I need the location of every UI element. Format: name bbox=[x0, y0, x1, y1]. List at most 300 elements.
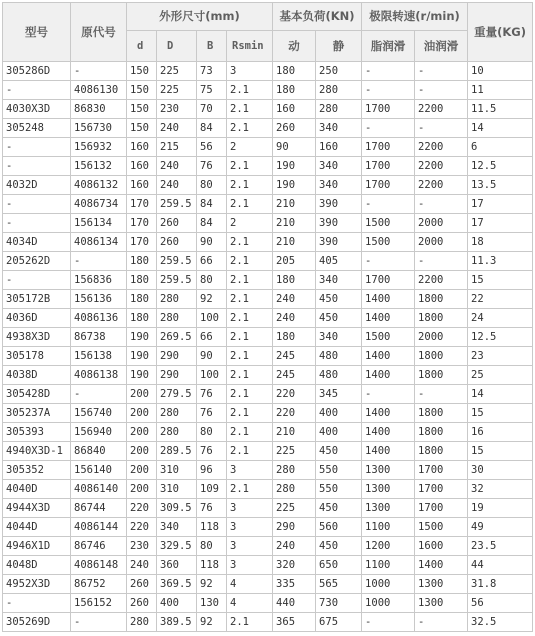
cell-d: 160 bbox=[127, 176, 157, 195]
cell-weight: 6 bbox=[468, 138, 533, 157]
cell-outer-d: 290 bbox=[157, 366, 197, 385]
cell-model: - bbox=[3, 195, 71, 214]
cell-oil-speed: 2200 bbox=[415, 100, 468, 119]
cell-oil-speed: 2200 bbox=[415, 176, 468, 195]
bearing-spec-table-container bbox=[2, 2, 532, 632]
table-row bbox=[3, 556, 533, 575]
cell-width-b: 90 bbox=[197, 233, 227, 252]
cell-weight: 30 bbox=[468, 461, 533, 480]
cell-d: 200 bbox=[127, 480, 157, 499]
cell-dynamic-load: 245 bbox=[273, 347, 316, 366]
cell-rsmin: 2 bbox=[227, 138, 273, 157]
cell-model: 4040D bbox=[3, 480, 71, 499]
cell-oil-speed: 1700 bbox=[415, 499, 468, 518]
cell-width-b: 76 bbox=[197, 157, 227, 176]
cell-model: 4032D bbox=[3, 176, 71, 195]
cell-outer-d: 259.5 bbox=[157, 195, 197, 214]
cell-rsmin: 3 bbox=[227, 556, 273, 575]
cell-static-load: 390 bbox=[316, 214, 362, 233]
cell-d: 190 bbox=[127, 328, 157, 347]
table-row bbox=[3, 575, 533, 594]
cell-model: 305172B bbox=[3, 290, 71, 309]
cell-weight: 15 bbox=[468, 404, 533, 423]
cell-static-load: 560 bbox=[316, 518, 362, 537]
cell-grease-speed: - bbox=[362, 252, 415, 271]
cell-oil-speed: - bbox=[415, 195, 468, 214]
cell-width-b: 73 bbox=[197, 62, 227, 81]
cell-oil-speed: 1800 bbox=[415, 347, 468, 366]
table-row bbox=[3, 290, 533, 309]
cell-orig-code: - bbox=[71, 62, 127, 81]
cell-weight: 32.5 bbox=[468, 613, 533, 632]
cell-orig-code: 4086144 bbox=[71, 518, 127, 537]
cell-weight: 13.5 bbox=[468, 176, 533, 195]
cell-static-load: 390 bbox=[316, 233, 362, 252]
cell-grease-speed: 1500 bbox=[362, 214, 415, 233]
cell-grease-speed: 1400 bbox=[362, 290, 415, 309]
cell-weight: 44 bbox=[468, 556, 533, 575]
cell-static-load: 480 bbox=[316, 347, 362, 366]
cell-dynamic-load: 180 bbox=[273, 271, 316, 290]
cell-dynamic-load: 90 bbox=[273, 138, 316, 157]
cell-oil-speed: 1800 bbox=[415, 442, 468, 461]
cell-d: 200 bbox=[127, 385, 157, 404]
header-d: d bbox=[127, 31, 157, 62]
cell-width-b: 66 bbox=[197, 252, 227, 271]
cell-rsmin: 2.1 bbox=[227, 157, 273, 176]
cell-static-load: 400 bbox=[316, 423, 362, 442]
cell-model: 305178 bbox=[3, 347, 71, 366]
cell-model: - bbox=[3, 271, 71, 290]
cell-outer-d: 310 bbox=[157, 480, 197, 499]
cell-rsmin: 2.1 bbox=[227, 309, 273, 328]
cell-oil-speed: 1800 bbox=[415, 404, 468, 423]
cell-dynamic-load: 280 bbox=[273, 461, 316, 480]
cell-dynamic-load: 180 bbox=[273, 328, 316, 347]
cell-oil-speed: 1300 bbox=[415, 594, 468, 613]
cell-model: 305237A bbox=[3, 404, 71, 423]
cell-dynamic-load: 440 bbox=[273, 594, 316, 613]
cell-orig-code: - bbox=[71, 613, 127, 632]
table-row bbox=[3, 81, 533, 100]
cell-dynamic-load: 280 bbox=[273, 480, 316, 499]
cell-d: 220 bbox=[127, 499, 157, 518]
cell-weight: 22 bbox=[468, 290, 533, 309]
cell-oil-speed: - bbox=[415, 119, 468, 138]
cell-width-b: 109 bbox=[197, 480, 227, 499]
header-dimensions: 外形尺寸(mm) bbox=[127, 3, 273, 31]
cell-outer-d: 225 bbox=[157, 62, 197, 81]
cell-rsmin: 4 bbox=[227, 575, 273, 594]
cell-outer-d: 260 bbox=[157, 233, 197, 252]
cell-rsmin: 2.1 bbox=[227, 385, 273, 404]
cell-width-b: 92 bbox=[197, 290, 227, 309]
cell-oil-speed: 2200 bbox=[415, 138, 468, 157]
cell-grease-speed: 1700 bbox=[362, 176, 415, 195]
cell-width-b: 96 bbox=[197, 461, 227, 480]
cell-oil-speed: 1800 bbox=[415, 290, 468, 309]
cell-dynamic-load: 225 bbox=[273, 442, 316, 461]
cell-d: 150 bbox=[127, 100, 157, 119]
cell-static-load: 450 bbox=[316, 499, 362, 518]
cell-model: 305269D bbox=[3, 613, 71, 632]
cell-d: 150 bbox=[127, 119, 157, 138]
table-row bbox=[3, 271, 533, 290]
cell-model: - bbox=[3, 214, 71, 233]
cell-d: 230 bbox=[127, 537, 157, 556]
cell-rsmin: 2.1 bbox=[227, 366, 273, 385]
table-row bbox=[3, 328, 533, 347]
cell-width-b: 130 bbox=[197, 594, 227, 613]
cell-weight: 10 bbox=[468, 62, 533, 81]
cell-rsmin: 2.1 bbox=[227, 290, 273, 309]
cell-d: 260 bbox=[127, 594, 157, 613]
cell-weight: 17 bbox=[468, 195, 533, 214]
cell-orig-code: 86738 bbox=[71, 328, 127, 347]
cell-width-b: 76 bbox=[197, 499, 227, 518]
table-row bbox=[3, 461, 533, 480]
header-weight: 重量(KG) bbox=[468, 3, 533, 62]
cell-model: - bbox=[3, 138, 71, 157]
table-row bbox=[3, 347, 533, 366]
cell-d: 200 bbox=[127, 442, 157, 461]
cell-static-load: 250 bbox=[316, 62, 362, 81]
header-static-load: 静 bbox=[316, 31, 362, 62]
cell-dynamic-load: 240 bbox=[273, 309, 316, 328]
cell-rsmin: 2.1 bbox=[227, 81, 273, 100]
cell-rsmin: 2.1 bbox=[227, 347, 273, 366]
cell-static-load: 450 bbox=[316, 442, 362, 461]
cell-rsmin: 2.1 bbox=[227, 252, 273, 271]
cell-grease-speed: 1400 bbox=[362, 347, 415, 366]
table-row bbox=[3, 404, 533, 423]
cell-static-load: 450 bbox=[316, 309, 362, 328]
cell-outer-d: 215 bbox=[157, 138, 197, 157]
header-B: B bbox=[197, 31, 227, 62]
cell-outer-d: 260 bbox=[157, 214, 197, 233]
cell-static-load: 565 bbox=[316, 575, 362, 594]
cell-grease-speed: 1500 bbox=[362, 328, 415, 347]
header-rsmin: Rsmin bbox=[227, 31, 273, 62]
cell-rsmin: 2.1 bbox=[227, 423, 273, 442]
cell-d: 170 bbox=[127, 195, 157, 214]
cell-outer-d: 329.5 bbox=[157, 537, 197, 556]
cell-dynamic-load: 240 bbox=[273, 290, 316, 309]
cell-rsmin: 2.1 bbox=[227, 480, 273, 499]
cell-outer-d: 310 bbox=[157, 461, 197, 480]
cell-orig-code: 156136 bbox=[71, 290, 127, 309]
cell-oil-speed: - bbox=[415, 62, 468, 81]
cell-orig-code: 156932 bbox=[71, 138, 127, 157]
cell-grease-speed: - bbox=[362, 613, 415, 632]
cell-weight: 25 bbox=[468, 366, 533, 385]
cell-grease-speed: 1700 bbox=[362, 271, 415, 290]
cell-oil-speed: 1300 bbox=[415, 575, 468, 594]
cell-weight: 15 bbox=[468, 442, 533, 461]
cell-rsmin: 2.1 bbox=[227, 328, 273, 347]
table-row bbox=[3, 309, 533, 328]
table-row bbox=[3, 499, 533, 518]
cell-orig-code: 86744 bbox=[71, 499, 127, 518]
cell-dynamic-load: 210 bbox=[273, 423, 316, 442]
table-row bbox=[3, 252, 533, 271]
cell-orig-code: 86830 bbox=[71, 100, 127, 119]
cell-weight: 56 bbox=[468, 594, 533, 613]
cell-static-load: 675 bbox=[316, 613, 362, 632]
header-oil-speed: 油润滑 bbox=[415, 31, 468, 62]
table-row bbox=[3, 233, 533, 252]
cell-model: 305428D bbox=[3, 385, 71, 404]
cell-width-b: 118 bbox=[197, 518, 227, 537]
cell-model: 4946X1D bbox=[3, 537, 71, 556]
cell-static-load: 480 bbox=[316, 366, 362, 385]
cell-weight: 12.5 bbox=[468, 157, 533, 176]
cell-rsmin: 4 bbox=[227, 594, 273, 613]
header-model: 型号 bbox=[3, 3, 71, 62]
table-row bbox=[3, 594, 533, 613]
cell-orig-code: 156740 bbox=[71, 404, 127, 423]
table-row bbox=[3, 214, 533, 233]
cell-static-load: 550 bbox=[316, 480, 362, 499]
cell-weight: 11.3 bbox=[468, 252, 533, 271]
cell-orig-code: 4086130 bbox=[71, 81, 127, 100]
cell-rsmin: 3 bbox=[227, 62, 273, 81]
cell-model: 305248 bbox=[3, 119, 71, 138]
cell-width-b: 75 bbox=[197, 81, 227, 100]
cell-dynamic-load: 260 bbox=[273, 119, 316, 138]
cell-oil-speed: - bbox=[415, 385, 468, 404]
cell-oil-speed: 2000 bbox=[415, 233, 468, 252]
cell-oil-speed: - bbox=[415, 613, 468, 632]
cell-grease-speed: 1400 bbox=[362, 442, 415, 461]
cell-rsmin: 2.1 bbox=[227, 100, 273, 119]
cell-weight: 14 bbox=[468, 385, 533, 404]
cell-d: 200 bbox=[127, 404, 157, 423]
cell-d: 190 bbox=[127, 347, 157, 366]
cell-static-load: 390 bbox=[316, 195, 362, 214]
cell-orig-code: 4086734 bbox=[71, 195, 127, 214]
cell-model: 305352 bbox=[3, 461, 71, 480]
cell-outer-d: 360 bbox=[157, 556, 197, 575]
cell-model: 4048D bbox=[3, 556, 71, 575]
cell-rsmin: 2.1 bbox=[227, 176, 273, 195]
cell-weight: 15 bbox=[468, 271, 533, 290]
cell-oil-speed: 2200 bbox=[415, 271, 468, 290]
cell-oil-speed: 2000 bbox=[415, 328, 468, 347]
cell-orig-code: 4086140 bbox=[71, 480, 127, 499]
header-orig-code: 原代号 bbox=[71, 3, 127, 62]
cell-weight: 49 bbox=[468, 518, 533, 537]
cell-d: 180 bbox=[127, 252, 157, 271]
cell-weight: 11.5 bbox=[468, 100, 533, 119]
cell-orig-code: 86746 bbox=[71, 537, 127, 556]
table-body bbox=[3, 62, 533, 632]
table-row bbox=[3, 366, 533, 385]
cell-rsmin: 2.1 bbox=[227, 271, 273, 290]
cell-grease-speed: 1100 bbox=[362, 556, 415, 575]
cell-dynamic-load: 190 bbox=[273, 157, 316, 176]
cell-grease-speed: 1300 bbox=[362, 480, 415, 499]
cell-dynamic-load: 225 bbox=[273, 499, 316, 518]
cell-rsmin: 3 bbox=[227, 461, 273, 480]
cell-width-b: 66 bbox=[197, 328, 227, 347]
cell-outer-d: 280 bbox=[157, 290, 197, 309]
cell-grease-speed: 1500 bbox=[362, 233, 415, 252]
cell-oil-speed: 1700 bbox=[415, 461, 468, 480]
cell-width-b: 70 bbox=[197, 100, 227, 119]
cell-weight: 17 bbox=[468, 214, 533, 233]
cell-static-load: 450 bbox=[316, 290, 362, 309]
cell-d: 200 bbox=[127, 461, 157, 480]
cell-orig-code: - bbox=[71, 385, 127, 404]
header-D: D bbox=[157, 31, 197, 62]
cell-grease-speed: - bbox=[362, 119, 415, 138]
header-load: 基本负荷(KN) bbox=[273, 3, 362, 31]
cell-dynamic-load: 290 bbox=[273, 518, 316, 537]
table-row bbox=[3, 537, 533, 556]
cell-dynamic-load: 245 bbox=[273, 366, 316, 385]
table-row bbox=[3, 613, 533, 632]
cell-orig-code: 156138 bbox=[71, 347, 127, 366]
cell-width-b: 76 bbox=[197, 404, 227, 423]
cell-oil-speed: 2000 bbox=[415, 214, 468, 233]
cell-outer-d: 369.5 bbox=[157, 575, 197, 594]
header-grease-speed: 脂润滑 bbox=[362, 31, 415, 62]
cell-static-load: 160 bbox=[316, 138, 362, 157]
cell-rsmin: 2.1 bbox=[227, 233, 273, 252]
cell-orig-code: 156140 bbox=[71, 461, 127, 480]
cell-model: 4944X3D bbox=[3, 499, 71, 518]
header-dynamic-load: 动 bbox=[273, 31, 316, 62]
cell-model: 305286D bbox=[3, 62, 71, 81]
cell-width-b: 84 bbox=[197, 195, 227, 214]
cell-orig-code: 4086148 bbox=[71, 556, 127, 575]
cell-width-b: 118 bbox=[197, 556, 227, 575]
table-row bbox=[3, 62, 533, 81]
cell-d: 280 bbox=[127, 613, 157, 632]
cell-orig-code: 156152 bbox=[71, 594, 127, 613]
cell-model: 4044D bbox=[3, 518, 71, 537]
bearing-spec-table bbox=[2, 2, 533, 632]
cell-rsmin: 2.1 bbox=[227, 119, 273, 138]
cell-outer-d: 269.5 bbox=[157, 328, 197, 347]
cell-oil-speed: 2200 bbox=[415, 157, 468, 176]
cell-weight: 14 bbox=[468, 119, 533, 138]
cell-outer-d: 225 bbox=[157, 81, 197, 100]
cell-outer-d: 240 bbox=[157, 157, 197, 176]
header-row-group bbox=[3, 3, 533, 31]
cell-grease-speed: 1400 bbox=[362, 404, 415, 423]
table-row bbox=[3, 442, 533, 461]
cell-static-load: 730 bbox=[316, 594, 362, 613]
cell-weight: 16 bbox=[468, 423, 533, 442]
cell-d: 190 bbox=[127, 366, 157, 385]
cell-outer-d: 280 bbox=[157, 309, 197, 328]
table-row bbox=[3, 157, 533, 176]
cell-model: 4036D bbox=[3, 309, 71, 328]
cell-dynamic-load: 180 bbox=[273, 62, 316, 81]
cell-dynamic-load: 320 bbox=[273, 556, 316, 575]
cell-static-load: 280 bbox=[316, 100, 362, 119]
cell-orig-code: 4086136 bbox=[71, 309, 127, 328]
cell-dynamic-load: 240 bbox=[273, 537, 316, 556]
cell-width-b: 100 bbox=[197, 366, 227, 385]
cell-model: - bbox=[3, 81, 71, 100]
cell-outer-d: 309.5 bbox=[157, 499, 197, 518]
cell-d: 260 bbox=[127, 575, 157, 594]
cell-outer-d: 240 bbox=[157, 176, 197, 195]
cell-outer-d: 240 bbox=[157, 119, 197, 138]
cell-grease-speed: - bbox=[362, 195, 415, 214]
cell-d: 240 bbox=[127, 556, 157, 575]
cell-model: - bbox=[3, 594, 71, 613]
cell-weight: 12.5 bbox=[468, 328, 533, 347]
cell-rsmin: 3 bbox=[227, 518, 273, 537]
cell-oil-speed: 1800 bbox=[415, 423, 468, 442]
cell-static-load: 550 bbox=[316, 461, 362, 480]
cell-outer-d: 290 bbox=[157, 347, 197, 366]
cell-outer-d: 280 bbox=[157, 423, 197, 442]
cell-rsmin: 2.1 bbox=[227, 442, 273, 461]
cell-grease-speed: 1700 bbox=[362, 138, 415, 157]
cell-width-b: 84 bbox=[197, 119, 227, 138]
cell-oil-speed: 1500 bbox=[415, 518, 468, 537]
cell-oil-speed: 1600 bbox=[415, 537, 468, 556]
cell-d: 200 bbox=[127, 423, 157, 442]
table-row bbox=[3, 518, 533, 537]
cell-oil-speed: - bbox=[415, 81, 468, 100]
cell-weight: 24 bbox=[468, 309, 533, 328]
cell-grease-speed: 1300 bbox=[362, 461, 415, 480]
cell-rsmin: 3 bbox=[227, 499, 273, 518]
cell-orig-code: 86840 bbox=[71, 442, 127, 461]
cell-orig-code: - bbox=[71, 252, 127, 271]
cell-width-b: 84 bbox=[197, 214, 227, 233]
cell-rsmin: 2.1 bbox=[227, 195, 273, 214]
cell-grease-speed: 1100 bbox=[362, 518, 415, 537]
cell-d: 180 bbox=[127, 271, 157, 290]
cell-dynamic-load: 220 bbox=[273, 385, 316, 404]
cell-model: 305393 bbox=[3, 423, 71, 442]
cell-grease-speed: 1400 bbox=[362, 309, 415, 328]
cell-grease-speed: 1200 bbox=[362, 537, 415, 556]
cell-oil-speed: - bbox=[415, 252, 468, 271]
cell-oil-speed: 1400 bbox=[415, 556, 468, 575]
cell-grease-speed: - bbox=[362, 62, 415, 81]
cell-weight: 19 bbox=[468, 499, 533, 518]
cell-grease-speed: 1400 bbox=[362, 366, 415, 385]
cell-outer-d: 280 bbox=[157, 404, 197, 423]
cell-width-b: 76 bbox=[197, 385, 227, 404]
cell-dynamic-load: 210 bbox=[273, 214, 316, 233]
cell-outer-d: 400 bbox=[157, 594, 197, 613]
cell-width-b: 56 bbox=[197, 138, 227, 157]
cell-model: 4038D bbox=[3, 366, 71, 385]
cell-orig-code: 4086134 bbox=[71, 233, 127, 252]
cell-static-load: 340 bbox=[316, 328, 362, 347]
cell-width-b: 80 bbox=[197, 176, 227, 195]
cell-dynamic-load: 335 bbox=[273, 575, 316, 594]
table-row bbox=[3, 480, 533, 499]
cell-weight: 23.5 bbox=[468, 537, 533, 556]
cell-model: 4938X3D bbox=[3, 328, 71, 347]
cell-orig-code: 156836 bbox=[71, 271, 127, 290]
cell-static-load: 450 bbox=[316, 537, 362, 556]
cell-grease-speed: 1300 bbox=[362, 499, 415, 518]
cell-dynamic-load: 220 bbox=[273, 404, 316, 423]
cell-dynamic-load: 190 bbox=[273, 176, 316, 195]
cell-weight: 11 bbox=[468, 81, 533, 100]
